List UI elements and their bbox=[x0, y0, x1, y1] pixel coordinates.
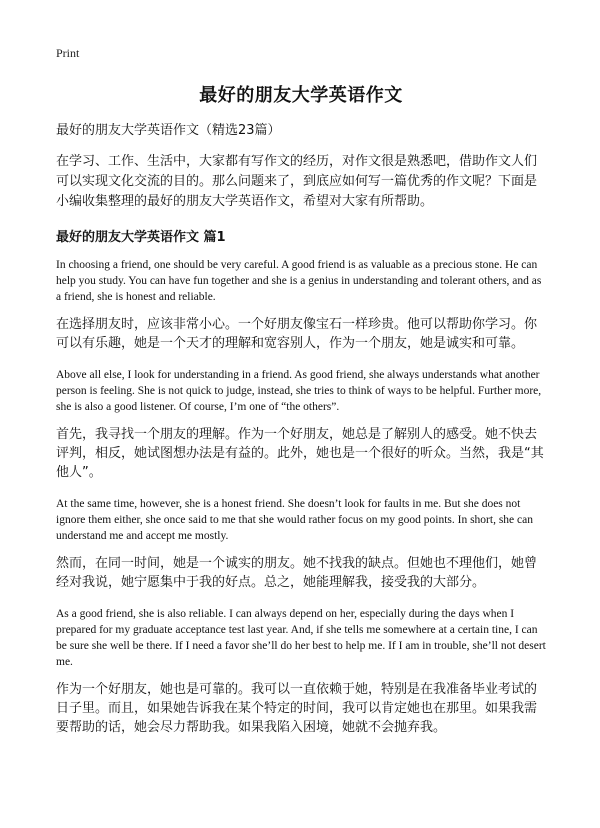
section-heading: 最好的朋友大学英语作文 篇1 bbox=[56, 230, 226, 245]
paragraph-en-2: Above all else, I look for understanding in a friend. As good friend, she always understands what another person is feeling. She is not quick to judge, instead, she tries to think of ways to be helpful. Further more, she is also a good listener. Of course, I’m one of “the others”. bbox=[56, 369, 542, 413]
paragraph-zh-1: 在选择朋友时，应该非常小心。一个好朋友像宝石一样珍贵。他可以帮助你学习。你可以有乐趣，她是一个天才的理解和宽容别人，作为一个朋友，她是诚实和可靠。 bbox=[56, 317, 538, 351]
paragraph-zh-2: 首先，我寻找一个朋友的理解。作为一个好朋友，她总是了解别人的感受。她不快去评判，相反，她试图想办法是有益的。此外，她也是一个很好的听众。当然，我是“其他人”。 bbox=[56, 427, 544, 480]
paragraph-zh-3: 然而，在同一时间，她是一个诚实的朋友。她不找我的缺点。但她也不理他们，她曾经对我说，她宁愿集中于我的好点。总之，她能理解我，接受我的大部分。 bbox=[56, 556, 538, 590]
essay-body bbox=[56, 257, 546, 737]
document-subtitle: 最好的朋友大学英语作文（精选23篇） bbox=[56, 123, 281, 138]
print-link[interactable]: Print bbox=[56, 46, 80, 60]
paragraph-en-3: At the same time, however, she is a honest friend. She doesn’t look for faults in me. But she does not ignore them either, she once said to me that she would rather focus on my good points. In short, she can understand me and accept me mostly. bbox=[56, 498, 533, 542]
paragraph-zh-4: 作为一个好朋友，她也是可靠的。我可以一直依赖于她，特别是在我准备毕业考试的日子里。而且，如果她告诉我在某个特定的时间，我可以肯定她也在那里。如果我需要帮助的话，她会尽力帮助我。如果我陷入困境，她就不会抛弃我。 bbox=[56, 682, 538, 735]
intro-paragraph: 在学习、工作、生活中，大家都有写作文的经历，对作文很是熟悉吧，借助作文人们可以实现文化交流的目的。那么问题来了，到底应如何写一篇优秀的作文呢？下面是小编收集整理的最好的朋友大学英语作文，希望对大家有所帮助。 bbox=[56, 154, 538, 209]
paragraph-en-1: In choosing a friend, one should be very careful. A good friend is as valuable as a precious stone. He can help you study. You can have fun together and she is a genius in understanding and tolerant others, and as a friend, she is honest and reliable. bbox=[56, 259, 542, 303]
document-title: 最好的朋友大学英语作文 bbox=[199, 85, 403, 106]
paragraph-en-4: As a good friend, she is also reliable. I can always depend on her, especially during the days when I prepared for my graduate acceptance test last year. And, if she tells me somewhere at a certain tine, I can be sure she well be there. If I need a favor she’ll do her best to help me. If I am in trouble, she’ll not desert me. bbox=[56, 608, 546, 668]
